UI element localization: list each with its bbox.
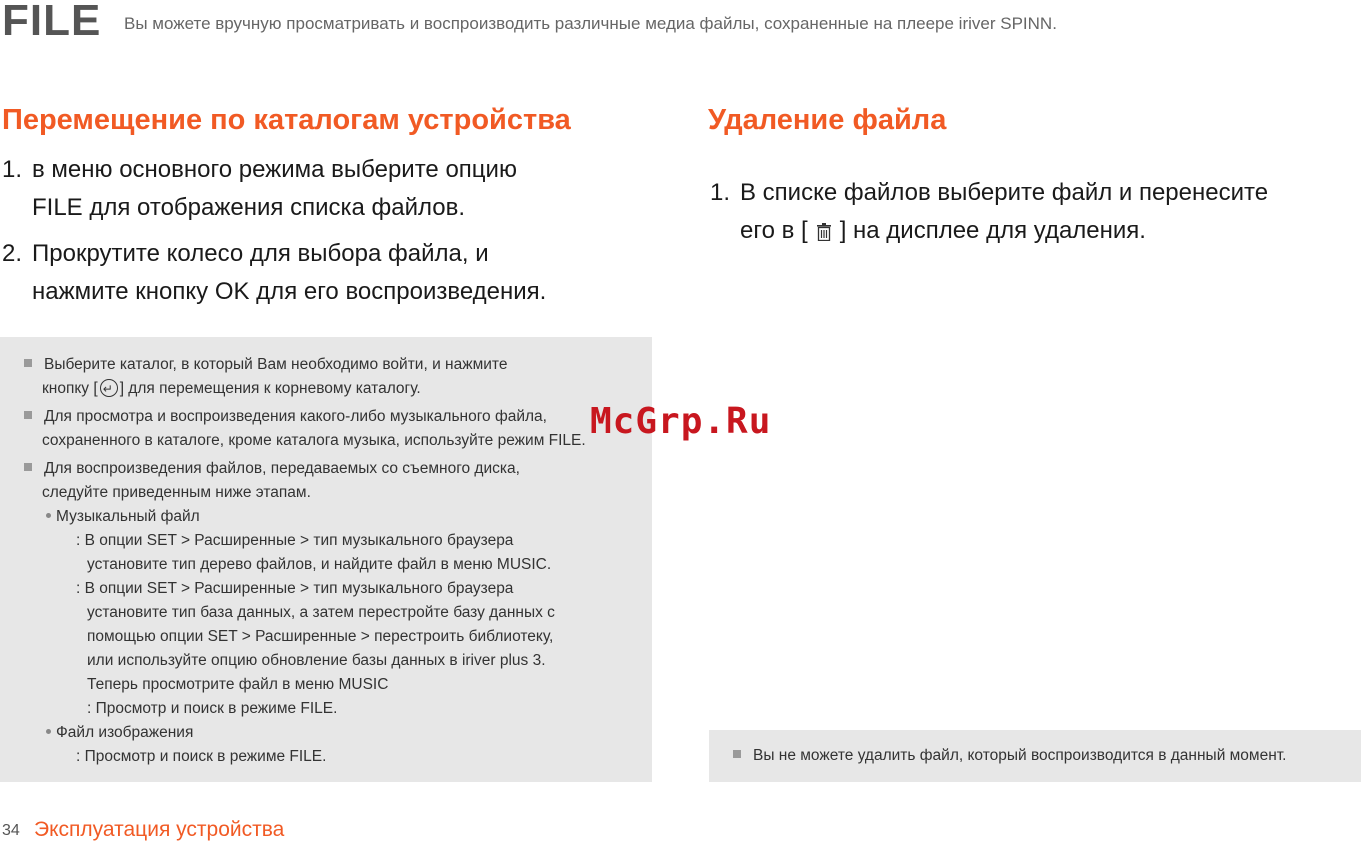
sub-heading: Файл изображения xyxy=(46,721,193,745)
note-line: кнопку [↵ ] для перемещения к корневому каталогу. xyxy=(42,377,421,401)
dot-icon xyxy=(46,513,51,518)
note-line: установите тип база данных, а затем перестройте базу данных с xyxy=(87,604,555,621)
note-line: : В опции SET > Расширенные > тип музыкального браузера xyxy=(76,580,514,597)
note-line: : В опции SET > Расширенные > тип музыкального браузера xyxy=(76,532,514,549)
note-line: Для воспроизведения файлов, передаваемых со съемного диска, xyxy=(24,457,520,481)
page-description: Вы можете вручную просматривать и воспроизводить различные медиа файлы, сохраненные на плеере iriver SPINN. xyxy=(124,14,1057,33)
bullet-icon xyxy=(24,411,32,419)
step-item xyxy=(2,151,517,227)
bullet-icon xyxy=(733,750,741,758)
step-item xyxy=(2,235,546,311)
bullet-icon xyxy=(24,359,32,367)
notes-box xyxy=(709,730,1361,782)
step-text: нажмите кнопку OK для его воспроизведения. xyxy=(32,278,547,305)
step-text: В списке файлов выберите файл и перенесите xyxy=(740,179,1269,206)
note-line: следуйте приведенным ниже этапам. xyxy=(42,484,311,501)
step-text: Прокрутите колесо для выбора файла, и xyxy=(32,240,489,267)
page-number: 34 xyxy=(2,822,20,839)
step-text: в меню основного режима выберите опцию xyxy=(32,156,517,183)
back-arrow-icon xyxy=(100,379,118,397)
notes-box xyxy=(0,337,652,782)
step-number: 1. xyxy=(710,179,731,206)
note-line: или используйте опцию обновление базы данных в iriver plus 3. xyxy=(87,652,546,669)
step-number: 2. xyxy=(2,240,23,267)
note-line: установите тип дерево файлов, и найдите файл в меню MUSIC. xyxy=(87,556,552,573)
step-text: FILE для отображения списка файлов. xyxy=(32,194,466,221)
note-line: Выберите каталог, в который Вам необходимо войти, и нажмите xyxy=(24,353,507,377)
dot-icon xyxy=(46,729,51,734)
watermark: McGrp.Ru xyxy=(590,401,772,442)
step-text: его в [ ] на дисплее для удаления. xyxy=(710,212,1268,253)
trash-icon xyxy=(816,215,832,253)
page-title: FILE xyxy=(2,0,102,45)
step-number: 1. xyxy=(2,156,23,183)
sub-heading: Музыкальный файл xyxy=(46,505,200,529)
note-line: Для просмотра и воспроизведения какого-либо музыкального файла, xyxy=(24,405,547,429)
note-line: помощью опции SET > Расширенные > перестроить библиотеку, xyxy=(87,628,554,645)
section-title-delete: Удаление файла xyxy=(708,104,947,136)
section-title-navigation: Перемещение по каталогам устройства xyxy=(2,104,571,136)
note-line: Вы не можете удалить файл, который воспроизводится в данный момент. xyxy=(733,744,1286,768)
note-line: : Просмотр и поиск в режиме FILE. xyxy=(76,748,327,765)
note-line: : Просмотр и поиск в режиме FILE. xyxy=(87,700,338,717)
bullet-icon xyxy=(24,463,32,471)
step-item xyxy=(710,174,1268,253)
note-line: Теперь просмотрите файл в меню MUSIC xyxy=(87,676,389,693)
footer-title: Эксплуатация устройства xyxy=(34,818,285,841)
note-line: сохраненного в каталоге, кроме каталога музыка, используйте режим FILE. xyxy=(42,432,586,449)
